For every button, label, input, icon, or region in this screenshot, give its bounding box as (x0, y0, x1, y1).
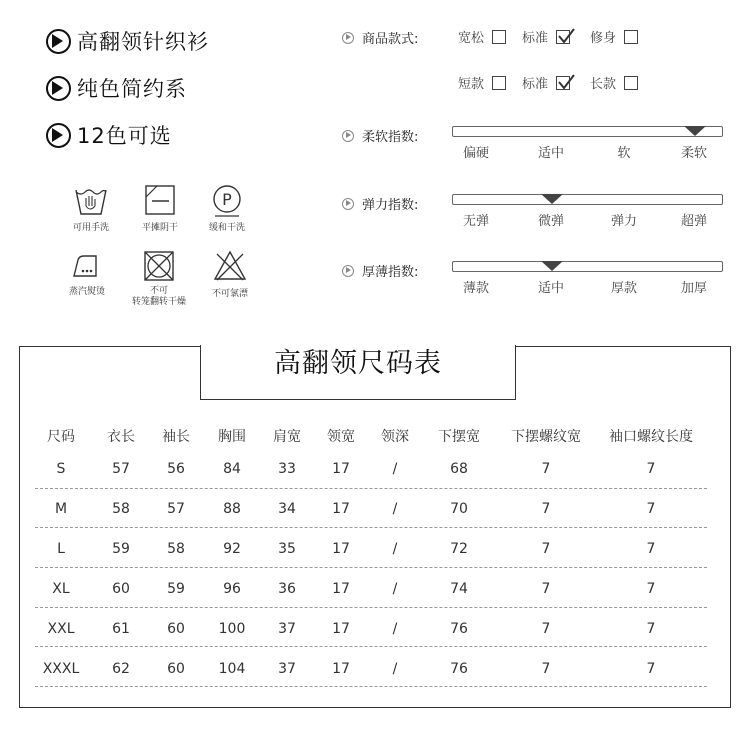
scale-tick: 微弹 (537, 214, 565, 229)
table-cell: XXL (47, 621, 75, 637)
scale-tick: 无弹 (462, 214, 490, 229)
table-cell: 59 (167, 581, 185, 597)
table-cell: 17 (332, 461, 350, 477)
care-label: 蒸汽熨烫 (68, 287, 105, 297)
table-cell: 61 (112, 621, 130, 637)
table-row-divider (35, 686, 707, 687)
table-cell: 68 (450, 461, 468, 477)
table-cell: 7 (541, 501, 551, 517)
no-bleach-icon (213, 250, 247, 282)
care-hand-wash (66, 184, 116, 234)
play-circle-icon (342, 198, 354, 210)
feature-item (46, 73, 209, 103)
checkbox[interactable] (492, 30, 506, 44)
svg-text:P: P (222, 190, 232, 209)
table-cell: 57 (112, 461, 130, 477)
length-option[interactable] (458, 73, 506, 92)
option-label: 标准 (522, 31, 549, 46)
table-cell: 7 (646, 541, 656, 557)
feature-text: 纯色简约系 (77, 77, 187, 101)
scale-tick: 偏硬 (462, 146, 490, 161)
style-option[interactable] (590, 27, 638, 46)
table-row-divider (35, 527, 707, 528)
check-icon (556, 72, 576, 92)
table-cell: 7 (646, 661, 656, 677)
table-row-divider (35, 567, 707, 568)
table-cell: 104 (218, 661, 246, 677)
table-cell: 72 (450, 541, 468, 557)
table-cell: 88 (223, 501, 241, 517)
table-cell: 60 (167, 621, 185, 637)
table-header: 袖长 (162, 429, 190, 445)
care-dry-flat (135, 184, 185, 234)
table-cell: 60 (167, 661, 185, 677)
play-arrow-icon (46, 123, 71, 148)
table-cell: 17 (332, 661, 350, 677)
table-header: 袖口螺纹长度 (609, 429, 693, 445)
table-cell: 58 (112, 501, 130, 517)
table-cell: XL (52, 581, 70, 597)
table-header: 尺码 (47, 429, 75, 445)
table-cell: 84 (223, 461, 241, 477)
care-label: 可用手洗 (72, 223, 109, 233)
elasticity-scale (452, 194, 723, 205)
table-cell: / (392, 581, 398, 597)
table-cell: 74 (450, 581, 468, 597)
feature-text: 12色可选 (77, 124, 172, 148)
feature-item (46, 26, 209, 56)
elasticity-attribute (342, 194, 418, 213)
scale-tick: 软 (617, 146, 631, 161)
table-cell: 57 (167, 501, 185, 517)
care-dry-clean (202, 184, 252, 234)
table-cell: 76 (450, 661, 468, 677)
table-cell: 100 (218, 621, 246, 637)
scale-marker (541, 194, 563, 204)
steam-iron-icon (70, 250, 104, 280)
table-cell: / (392, 661, 398, 677)
softness-scale (452, 126, 723, 137)
table-header: 领宽 (327, 429, 355, 445)
table-cell: 37 (278, 661, 296, 677)
play-circle-icon (342, 130, 354, 142)
option-label: 标准 (522, 77, 549, 92)
thickness-scale (452, 261, 723, 272)
table-cell: / (392, 461, 398, 477)
scale-tick: 适中 (537, 281, 565, 296)
no-tumble-dry-icon (143, 250, 175, 282)
table-cell: 17 (332, 581, 350, 597)
care-label: 平摊阴干 (141, 223, 178, 233)
table-cell: XXXL (42, 661, 80, 677)
thickness-attribute (342, 261, 418, 280)
play-circle-icon (342, 265, 354, 277)
scale-label: 厚薄指数: (362, 265, 419, 280)
table-cell: 56 (167, 461, 185, 477)
scale-label: 弹力指数: (362, 198, 419, 213)
scale-tick: 弹力 (610, 214, 638, 229)
care-steam-iron (62, 250, 112, 298)
care-no-tumble (126, 250, 192, 308)
scale-label: 柔软指数: (362, 130, 419, 145)
table-row-divider (35, 488, 707, 489)
care-label: 不可 (149, 286, 168, 296)
table-cell: 96 (223, 581, 241, 597)
table-cell: L (57, 541, 65, 557)
check-icon (556, 26, 576, 46)
table-cell: 7 (646, 501, 656, 517)
table-cell: 70 (450, 501, 468, 517)
checkbox-checked[interactable] (556, 76, 570, 90)
table-cell: 7 (541, 661, 551, 677)
table-header: 胸围 (218, 429, 246, 445)
softness-attribute (342, 126, 418, 145)
scale-tick: 超弹 (680, 214, 708, 229)
feature-item (46, 120, 209, 150)
option-label: 修身 (590, 31, 617, 46)
checkbox[interactable] (624, 76, 638, 90)
table-cell: 7 (541, 581, 551, 597)
table-cell: 37 (278, 621, 296, 637)
care-label: 缓和干洗 (208, 223, 245, 233)
checkbox[interactable] (492, 76, 506, 90)
scale-marker (541, 261, 563, 271)
feature-list (46, 26, 209, 167)
style-attribute (342, 28, 418, 47)
table-header: 衣长 (107, 429, 135, 445)
style-option[interactable] (522, 27, 570, 46)
play-arrow-icon (46, 29, 71, 54)
table-cell: 34 (278, 501, 296, 517)
table-header: 肩宽 (273, 429, 301, 445)
table-cell: 17 (332, 541, 350, 557)
table-cell: 17 (332, 501, 350, 517)
hand-wash-icon (73, 184, 109, 218)
option-label: 长款 (590, 77, 617, 92)
gentle-dry-clean-icon (210, 184, 244, 218)
table-cell: 7 (541, 621, 551, 637)
table-header: 领深 (381, 429, 409, 445)
table-cell: 7 (646, 461, 656, 477)
scale-tick: 柔软 (680, 146, 708, 161)
table-cell: / (392, 541, 398, 557)
play-arrow-icon (46, 76, 71, 101)
table-cell: 7 (646, 621, 656, 637)
length-option[interactable] (590, 73, 638, 92)
table-cell: 36 (278, 581, 296, 597)
table-cell: 92 (223, 541, 241, 557)
table-row-divider (35, 646, 707, 647)
table-cell: 62 (112, 661, 130, 677)
table-cell: 7 (646, 581, 656, 597)
scale-tick: 适中 (537, 146, 565, 161)
table-cell: 17 (332, 621, 350, 637)
dry-flat-shade-icon (144, 184, 176, 216)
table-header: 下摆宽 (438, 429, 480, 445)
play-circle-icon (342, 32, 354, 44)
table-cell: 7 (541, 461, 551, 477)
care-no-bleach (205, 250, 255, 300)
scale-tick: 薄款 (462, 281, 490, 296)
length-option[interactable] (522, 73, 570, 92)
table-cell: S (56, 461, 66, 477)
table-row-divider (35, 607, 707, 608)
table-cell: / (392, 621, 398, 637)
table-cell: 76 (450, 621, 468, 637)
table-cell: M (54, 501, 68, 517)
care-label: 不可氯漂 (211, 289, 248, 299)
table-cell: 35 (278, 541, 296, 557)
table-cell: 7 (541, 541, 551, 557)
care-label: 转笼翻转干燥 (131, 297, 186, 307)
table-cell: 58 (167, 541, 185, 557)
size-chart-title: 高翻领尺码表 (274, 348, 442, 379)
table-cell: / (392, 501, 398, 517)
option-label: 宽松 (458, 31, 485, 46)
feature-text: 高翻领针织衫 (77, 30, 209, 54)
table-header: 下摆螺纹宽 (511, 429, 581, 445)
checkbox-checked[interactable] (556, 30, 570, 44)
checkbox[interactable] (624, 30, 638, 44)
table-cell: 33 (278, 461, 296, 477)
style-label: 商品款式: (362, 32, 419, 47)
table-cell: 60 (112, 581, 130, 597)
scale-tick: 加厚 (680, 281, 708, 296)
style-option[interactable] (458, 27, 506, 46)
scale-marker (684, 126, 706, 136)
table-cell: 59 (112, 541, 130, 557)
option-label: 短款 (458, 77, 485, 92)
scale-tick: 厚款 (610, 281, 638, 296)
